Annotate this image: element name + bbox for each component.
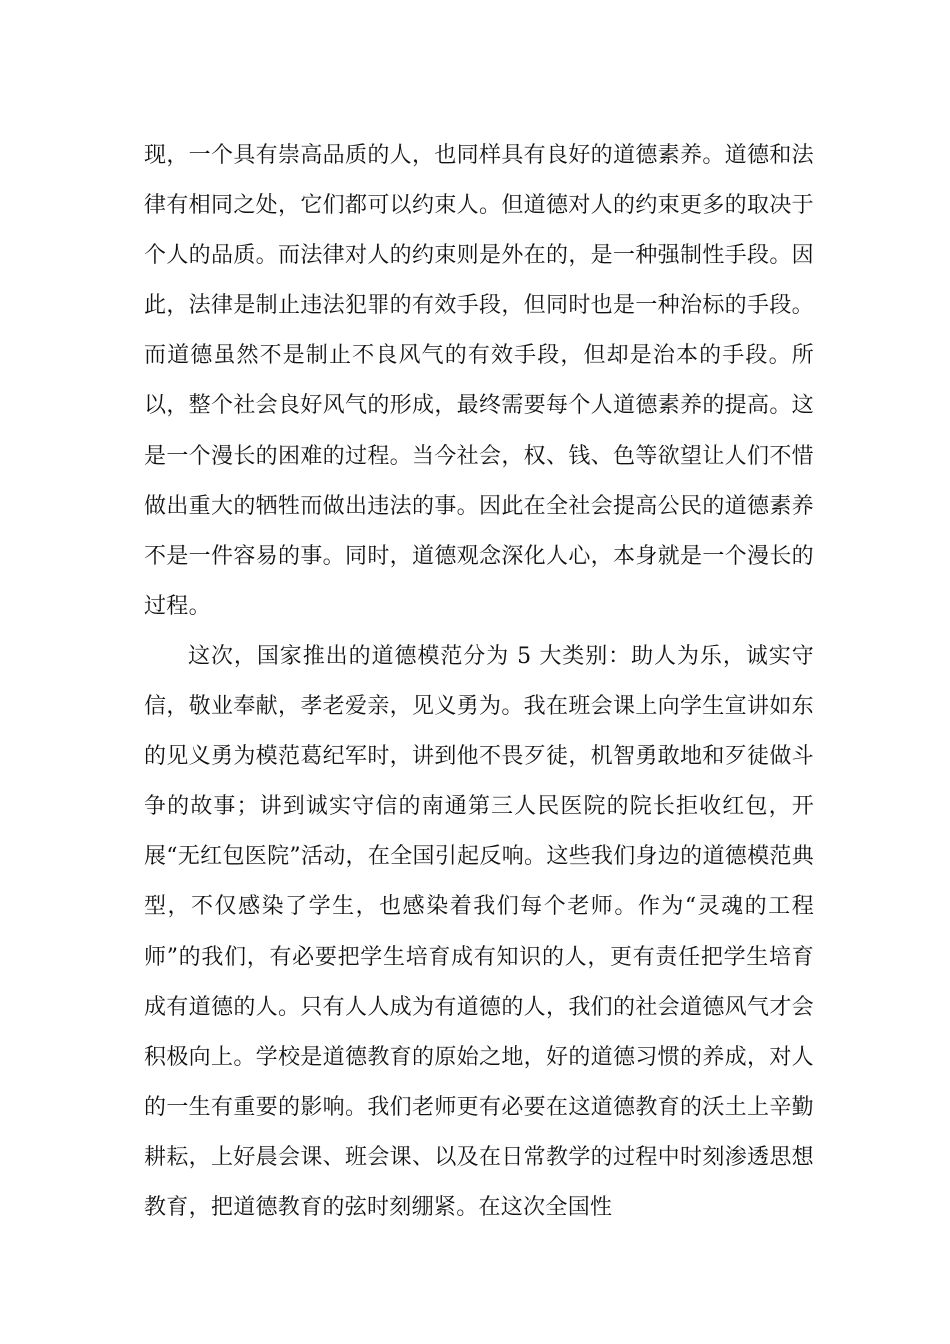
body-text: [144, 131, 814, 1233]
paragraph-continuation: 现，一个具有崇高品质的人，也同样具有良好的道德素养。道德和法律有相同之处，它们都可以约束人。但道德对人的约束更多的取决于个人的品质。而法律对人的约束则是外在的，是一种强制性手段。因此，法律是制止违法犯罪的有效手段，但同时也是一种治标的手段。而道德虽然不是制止不良风气的有效手段，但却是治本的手段。所以，整个社会良好风气的形成，最终需要每个人道德素养的提高。这是一个漫长的困难的过程。当今社会，权、钱、色等欲望让人们不惜做出重大的牺牲而做出违法的事。因此在全社会提高公民的道德素养不是一件容易的事。同时，道德观念深化人心，本身就是一个漫长的过程。: [144, 143, 814, 619]
paragraph-moral-models: 这次，国家推出的道德模范分为 5 大类别：助人为乐，诚实守信，敬业奉献，孝老爱亲，见义勇为。我在班会课上向学生宣讲如东的见义勇为模范葛纪军时，讲到他不畏歹徒，机智勇敢地和歹徒做斗争的故事；讲到诚实守信的南通第三人民医院的院长拒收红包，开展“无红包医院”活动，在全国引起反响。这些我们身边的道德模范典型，不仅感染了学生，也感染着我们每个老师。作为“灵魂的工程师”的我们，有必要把学生培育成有知识的人，更有责任把学生培育成有道德的人。只有人人成为有道德的人，我们的社会道德风气才会积极向上。学校是道德教育的原始之地，好的道德习惯的养成，对人的一生有重要的影响。我们老师更有必要在这道德教育的沃土上辛勤耕耘，上好晨会课、班会课、以及在日常教学的过程中时刻渗透思想教育，把道德教育的弦时刻绷紧。在这次全国性: [144, 643, 814, 1220]
